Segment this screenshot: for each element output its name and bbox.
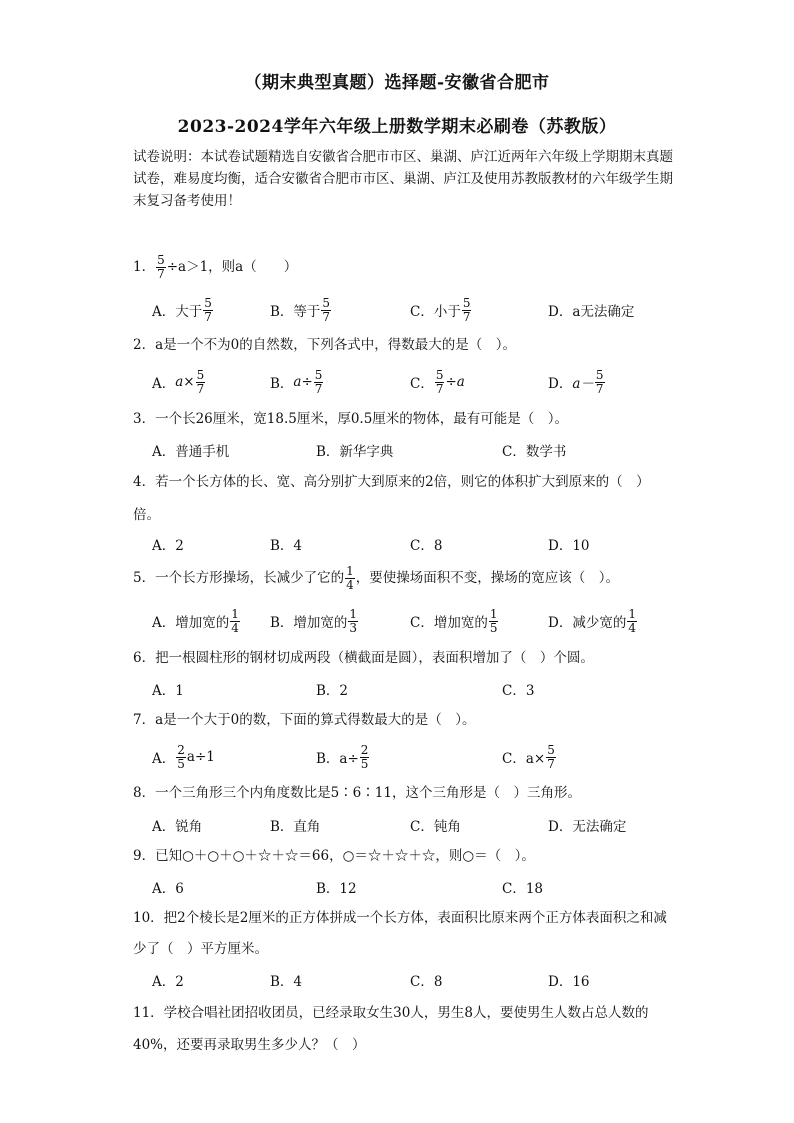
option-d[interactable]: D． a－ $\frac{5}{7}$ bbox=[548, 367, 604, 396]
option-d[interactable]: D．16 bbox=[548, 974, 590, 990]
option-a[interactable]: A．增加宽的 $\frac{1}{4}$ bbox=[152, 606, 239, 635]
option-d[interactable]: D．无法确定 bbox=[548, 819, 627, 835]
option-c[interactable]: C．a× $\frac{5}{7}$ bbox=[502, 742, 555, 771]
question-7: 7．a是一个大于0的数，下面的算式得数最大的是（ ）。 bbox=[133, 712, 476, 728]
title-line-1: （期末典型真题）选择题-安徽省合肥市 bbox=[244, 73, 550, 93]
option-a[interactable]: A． $\frac{2}{5}$ a÷1 bbox=[152, 742, 215, 771]
option-a[interactable]: A．普通手机 bbox=[152, 444, 230, 460]
option-b[interactable]: B．2 bbox=[316, 683, 349, 699]
question-2: 2．a是一个不为0的自然数，下列各式中，得数最大的是（ ）。 bbox=[133, 337, 516, 353]
question-4: 4．若一个长方体的长、宽、高分别扩大到原来的2倍，则它的体积扩大到原来的（ ）倍。 bbox=[133, 474, 650, 523]
option-a[interactable]: A．大于 $\frac{5}{7}$ bbox=[152, 295, 212, 324]
option-a[interactable]: A．2 bbox=[152, 538, 184, 554]
option-b[interactable]: B．增加宽的 $\frac{1}{3}$ bbox=[270, 606, 358, 635]
option-c[interactable]: C．增加宽的 $\frac{1}{5}$ bbox=[410, 606, 498, 635]
option-b[interactable]: B．4 bbox=[270, 538, 303, 554]
question-3: 3．一个长26厘米，宽18.5厘米，厚0.5厘米的物体，最有可能是（ ）。 bbox=[133, 411, 569, 427]
option-a[interactable]: A．锐角 bbox=[152, 819, 203, 835]
question-1: 1． $\frac{5}{7}$ ÷a＞1，则a（ ） bbox=[133, 253, 298, 281]
option-d[interactable]: D．a无法确定 bbox=[548, 304, 635, 320]
option-a[interactable]: A．2 bbox=[152, 974, 184, 990]
question-8: 8．一个三角形三个内角度数比是5∶6∶11，这个三角形是（ ）三角形。 bbox=[133, 785, 581, 801]
question-5: 5．一个长方形操场，长减少了它的 $\frac{1}{4}$ ，要使操场面积不变，操场的宽应该（ ）。 bbox=[133, 564, 619, 592]
question-9: 9．已知○＋○＋○＋☆＋☆＝66，○＝☆＋☆＋☆，则○＝（ ）。 bbox=[133, 848, 535, 864]
option-c[interactable]: C．数学书 bbox=[502, 444, 567, 460]
exam-instructions: 试卷说明：本试卷试题精选自安徽省合肥市市区、巢湖、庐江近两年六年级上学期期末真题试卷，难易度均衡，适合安徽省合肥市市区、巢湖、庐江及使用苏教版教材的六年级学生期末复习备考使用！ bbox=[133, 149, 673, 209]
option-d[interactable]: D．减少宽的 $\frac{1}{4}$ bbox=[548, 606, 636, 635]
option-a[interactable]: A． a× $\frac{5}{7}$ bbox=[152, 367, 205, 396]
option-c[interactable]: C．8 bbox=[410, 974, 443, 990]
option-c[interactable]: C．3 bbox=[502, 683, 535, 699]
option-b[interactable]: B．a÷ $\frac{2}{5}$ bbox=[316, 742, 369, 771]
option-b[interactable]: B．4 bbox=[270, 974, 303, 990]
option-c[interactable]: C．小于 $\frac{5}{7}$ bbox=[410, 295, 471, 324]
question-11: 11．学校合唱社团招收团员，已经录取女生30人，男生8人，要使男生人数占总人数的40%，还要再录取男生多少人？（ ） bbox=[133, 1005, 649, 1053]
title-line-2: 2023-2024学年六年级上册数学期末必刷卷（苏教版） bbox=[177, 117, 617, 137]
question-6: 6．把一根圆柱形的钢材切成两段（横截面是圆），表面积增加了（ ）个圆。 bbox=[133, 650, 594, 666]
option-a[interactable]: A．1 bbox=[152, 683, 184, 699]
option-c[interactable]: C． $\frac{5}{7}$ ÷a bbox=[410, 367, 465, 396]
option-c[interactable]: C．8 bbox=[410, 538, 443, 554]
option-b[interactable]: B．12 bbox=[316, 881, 357, 897]
fraction: $\frac{5}{7}$ bbox=[157, 253, 165, 281]
option-c[interactable]: C．钝角 bbox=[410, 819, 461, 835]
option-a[interactable]: A．6 bbox=[152, 881, 184, 897]
option-b[interactable]: B．新华字典 bbox=[316, 444, 394, 460]
option-b[interactable]: B．等于 $\frac{5}{7}$ bbox=[270, 295, 331, 324]
option-b[interactable]: B． a÷ $\frac{5}{7}$ bbox=[270, 367, 323, 396]
option-b[interactable]: B．直角 bbox=[270, 819, 321, 835]
option-d[interactable]: D．10 bbox=[548, 538, 590, 554]
question-10: 10．把2个棱长是2厘米的正方体拼成一个长方体，表面积比原来两个正方体表面积之和减少了（ ）平方厘米。 bbox=[133, 910, 667, 957]
option-c[interactable]: C．18 bbox=[502, 881, 544, 897]
